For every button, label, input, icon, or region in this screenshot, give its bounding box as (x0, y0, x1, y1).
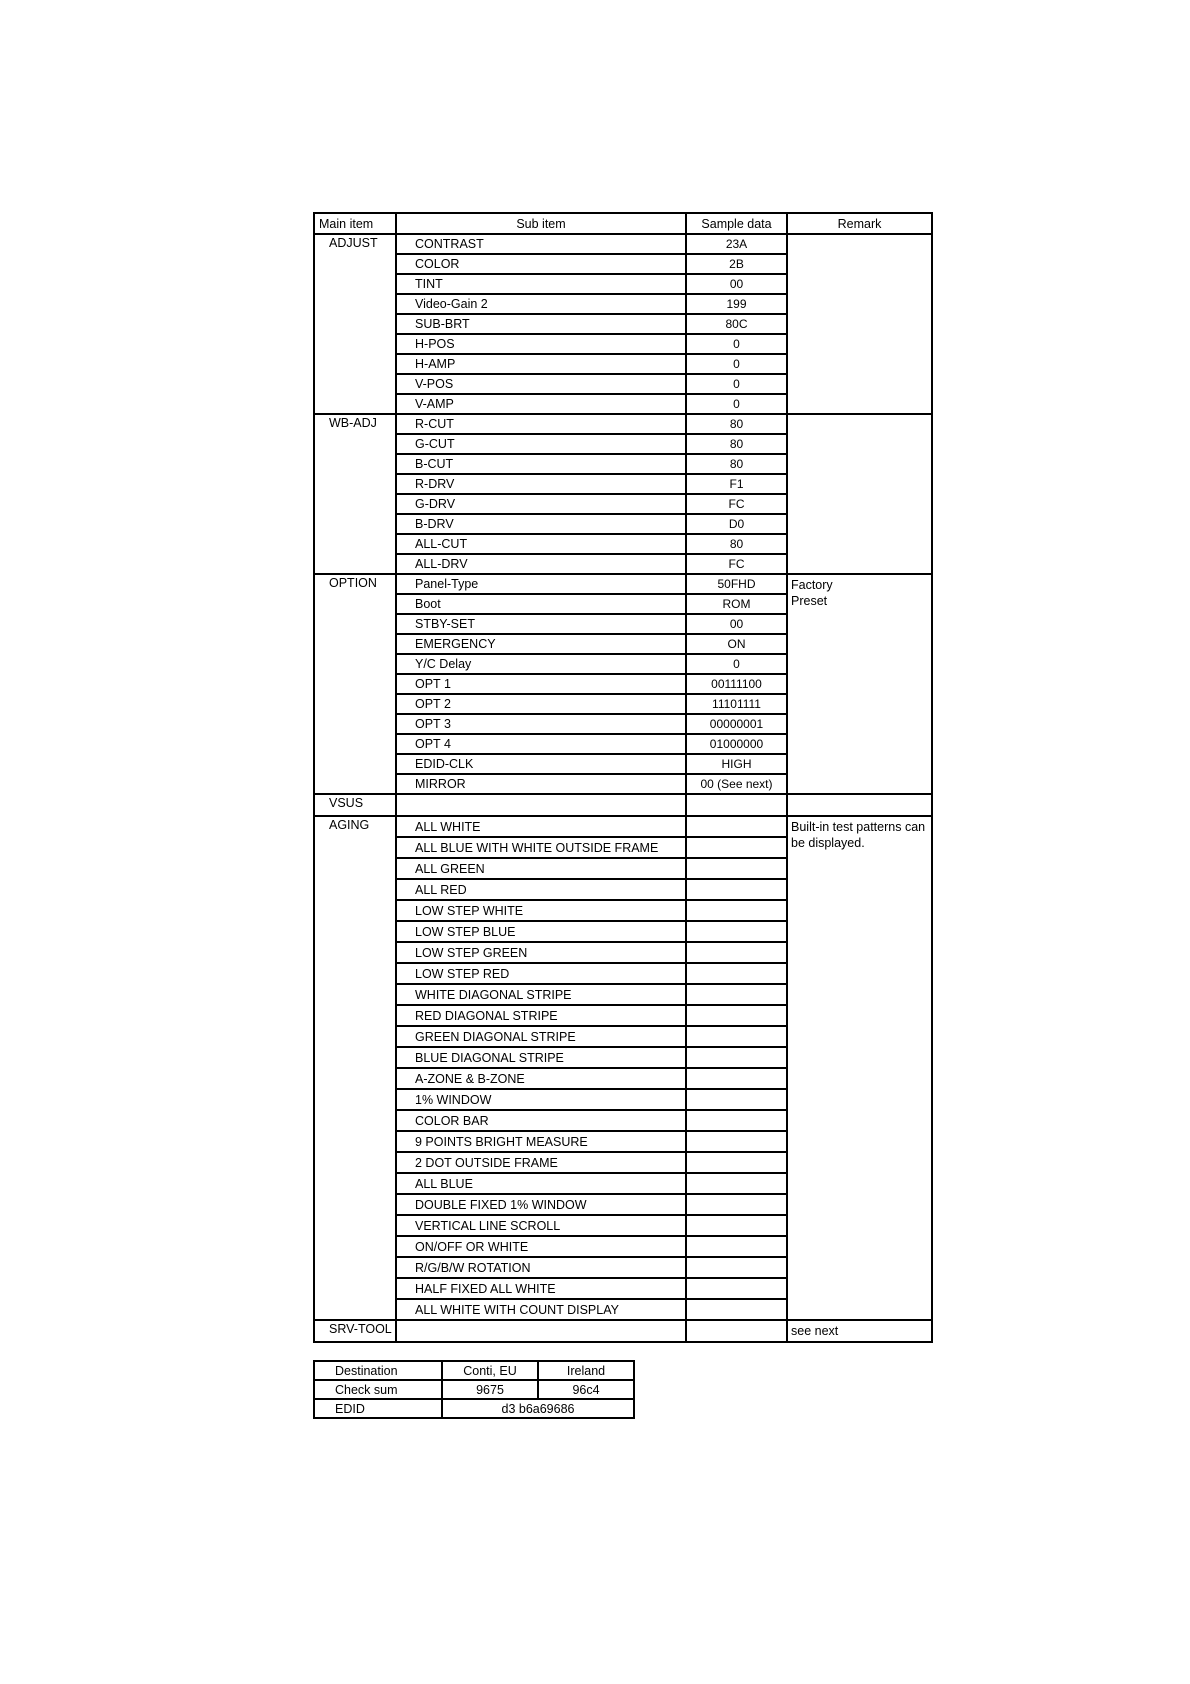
sub-item-cell: ALL WHITE WITH COUNT DISPLAY (396, 1299, 686, 1320)
sample-data-cell: 80C (686, 314, 787, 334)
sample-data-cell (686, 984, 787, 1005)
sample-data-cell (686, 1026, 787, 1047)
sample-data-cell (686, 1257, 787, 1278)
remark-cell: Factory Preset (787, 574, 932, 794)
sample-data-cell: 00 (686, 614, 787, 634)
destination-info-table (313, 1360, 635, 1419)
main-item-cell: OPTION (314, 574, 396, 794)
main-item-cell: SRV-TOOL (314, 1320, 396, 1342)
sub-item-cell: R-CUT (396, 414, 686, 434)
sample-data-cell: 0 (686, 654, 787, 674)
sample-data-cell: ON (686, 634, 787, 654)
sample-data-cell: 11101111 (686, 694, 787, 714)
sample-data-cell (686, 858, 787, 879)
table-row (314, 816, 932, 837)
sample-data-cell: 0 (686, 334, 787, 354)
sub-item-cell: LOW STEP WHITE (396, 900, 686, 921)
sub-item-cell: LOW STEP BLUE (396, 921, 686, 942)
sample-data-cell (686, 900, 787, 921)
sub-item-cell: Y/C Delay (396, 654, 686, 674)
sample-data-cell (686, 794, 787, 816)
sample-data-cell: 80 (686, 434, 787, 454)
table-row (314, 234, 932, 254)
sample-data-cell (686, 1152, 787, 1173)
sample-data-cell (686, 1278, 787, 1299)
sub-item-cell: H-POS (396, 334, 686, 354)
sub-item-cell: OPT 2 (396, 694, 686, 714)
main-item-cell: VSUS (314, 794, 396, 816)
sample-data-cell (686, 1131, 787, 1152)
sample-data-cell: 199 (686, 294, 787, 314)
sub-item-cell: B-DRV (396, 514, 686, 534)
sub-item-cell: ALL BLUE (396, 1173, 686, 1194)
sample-data-cell: 0 (686, 394, 787, 414)
sub-item-cell: ALL-CUT (396, 534, 686, 554)
sample-data-cell (686, 1236, 787, 1257)
sample-data-cell: 80 (686, 414, 787, 434)
sub-item-cell: BLUE DIAGONAL STRIPE (396, 1047, 686, 1068)
sub-item-cell: DOUBLE FIXED 1% WINDOW (396, 1194, 686, 1215)
sample-data-cell: 80 (686, 454, 787, 474)
sample-data-cell: 23A (686, 234, 787, 254)
sub-item-cell: ALL BLUE WITH WHITE OUTSIDE FRAME (396, 837, 686, 858)
sub-item-cell: R/G/B/W ROTATION (396, 1257, 686, 1278)
sub-item-cell: COLOR (396, 254, 686, 274)
sub-item-cell: WHITE DIAGONAL STRIPE (396, 984, 686, 1005)
sample-data-cell (686, 963, 787, 984)
sample-data-cell: 01000000 (686, 734, 787, 754)
sample-data-cell: 50FHD (686, 574, 787, 594)
remark-cell (787, 414, 932, 574)
sub-item-cell: Boot (396, 594, 686, 614)
sub-item-cell: 9 POINTS BRIGHT MEASURE (396, 1131, 686, 1152)
sub-item-cell (396, 794, 686, 816)
sample-data-cell: 00 (686, 274, 787, 294)
remark-cell (787, 234, 932, 414)
main-item-cell: ADJUST (314, 234, 396, 414)
table-row (314, 1320, 932, 1342)
table-row (314, 414, 932, 434)
sample-data-cell (686, 1215, 787, 1236)
sub-item-cell: VERTICAL LINE SCROLL (396, 1215, 686, 1236)
sub-item-cell: RED DIAGONAL STRIPE (396, 1005, 686, 1026)
sample-data-cell (686, 1089, 787, 1110)
destination-conti-eu: Conti, EU (442, 1361, 538, 1380)
sub-item-cell: ALL GREEN (396, 858, 686, 879)
sub-item-cell: V-POS (396, 374, 686, 394)
sub-item-cell: MIRROR (396, 774, 686, 794)
sub-item-cell: OPT 3 (396, 714, 686, 734)
sample-data-cell: 00111100 (686, 674, 787, 694)
sample-data-cell: 0 (686, 354, 787, 374)
sample-data-cell: 00 (See next) (686, 774, 787, 794)
edid-row (314, 1399, 634, 1418)
header-remark: Remark (787, 213, 932, 234)
sub-item-cell: LOW STEP GREEN (396, 942, 686, 963)
sub-item-cell: 2 DOT OUTSIDE FRAME (396, 1152, 686, 1173)
checksum-conti-eu: 9675 (442, 1380, 538, 1399)
sub-item-cell: TINT (396, 274, 686, 294)
checksum-ireland: 96c4 (538, 1380, 634, 1399)
sub-item-cell: G-DRV (396, 494, 686, 514)
sample-data-cell: 80 (686, 534, 787, 554)
sub-item-cell: Video-Gain 2 (396, 294, 686, 314)
sub-item-cell: V-AMP (396, 394, 686, 414)
checksum-row (314, 1380, 634, 1399)
sample-data-cell (686, 1068, 787, 1089)
sample-data-cell (686, 816, 787, 837)
sub-item-cell: ALL WHITE (396, 816, 686, 837)
sample-data-cell (686, 1047, 787, 1068)
edid-value: d3 b6a69686 (442, 1399, 634, 1418)
remark-cell: see next (787, 1320, 932, 1342)
sub-item-cell: Panel-Type (396, 574, 686, 594)
checksum-label: Check sum (314, 1380, 442, 1399)
destination-row (314, 1361, 634, 1380)
sub-item-cell: COLOR BAR (396, 1110, 686, 1131)
sub-item-cell: 1% WINDOW (396, 1089, 686, 1110)
sub-item-cell: G-CUT (396, 434, 686, 454)
table-header-row (314, 213, 932, 234)
sub-item-cell: SUB-BRT (396, 314, 686, 334)
sub-item-cell: STBY-SET (396, 614, 686, 634)
sample-data-cell (686, 1299, 787, 1320)
remark-cell: Built-in test patterns can be displayed. (787, 816, 932, 1320)
sub-item-cell (396, 1320, 686, 1342)
header-sample-data: Sample data (686, 213, 787, 234)
sample-data-cell: 0 (686, 374, 787, 394)
header-main-item: Main item (314, 213, 396, 234)
sub-item-cell: ALL RED (396, 879, 686, 900)
sub-item-cell: OPT 4 (396, 734, 686, 754)
sample-data-cell (686, 942, 787, 963)
sample-data-cell: FC (686, 494, 787, 514)
table-body (314, 234, 932, 1342)
sample-data-cell (686, 1005, 787, 1026)
header-sub-item: Sub item (396, 213, 686, 234)
sub-item-cell: A-ZONE & B-ZONE (396, 1068, 686, 1089)
sample-data-cell (686, 879, 787, 900)
sample-data-cell (686, 1110, 787, 1131)
sub-item-cell: CONTRAST (396, 234, 686, 254)
sample-data-cell (686, 921, 787, 942)
sub-item-cell: H-AMP (396, 354, 686, 374)
sample-data-cell (686, 1194, 787, 1215)
sample-data-cell (686, 837, 787, 858)
sample-data-cell (686, 1173, 787, 1194)
sub-item-cell: B-CUT (396, 454, 686, 474)
sample-data-cell: D0 (686, 514, 787, 534)
sub-item-cell: GREEN DIAGONAL STRIPE (396, 1026, 686, 1047)
main-item-cell: AGING (314, 816, 396, 1320)
sample-data-cell: 00000001 (686, 714, 787, 734)
sample-data-cell: ROM (686, 594, 787, 614)
destination-ireland: Ireland (538, 1361, 634, 1380)
sub-item-cell: R-DRV (396, 474, 686, 494)
main-item-cell: WB-ADJ (314, 414, 396, 574)
service-adjustment-table (313, 212, 933, 1343)
sample-data-cell: 2B (686, 254, 787, 274)
sub-item-cell: ALL-DRV (396, 554, 686, 574)
sub-item-cell: ON/OFF OR WHITE (396, 1236, 686, 1257)
table-row (314, 574, 932, 594)
sub-item-cell: LOW STEP RED (396, 963, 686, 984)
sample-data-cell: HIGH (686, 754, 787, 774)
sample-data-cell: F1 (686, 474, 787, 494)
sub-item-cell: EDID-CLK (396, 754, 686, 774)
sub-item-cell: EMERGENCY (396, 634, 686, 654)
destination-label: Destination (314, 1361, 442, 1380)
remark-cell (787, 794, 932, 816)
sample-data-cell (686, 1320, 787, 1342)
sample-data-cell: FC (686, 554, 787, 574)
sub-item-cell: HALF FIXED ALL WHITE (396, 1278, 686, 1299)
sub-item-cell: OPT 1 (396, 674, 686, 694)
edid-label: EDID (314, 1399, 442, 1418)
table-row (314, 794, 932, 816)
